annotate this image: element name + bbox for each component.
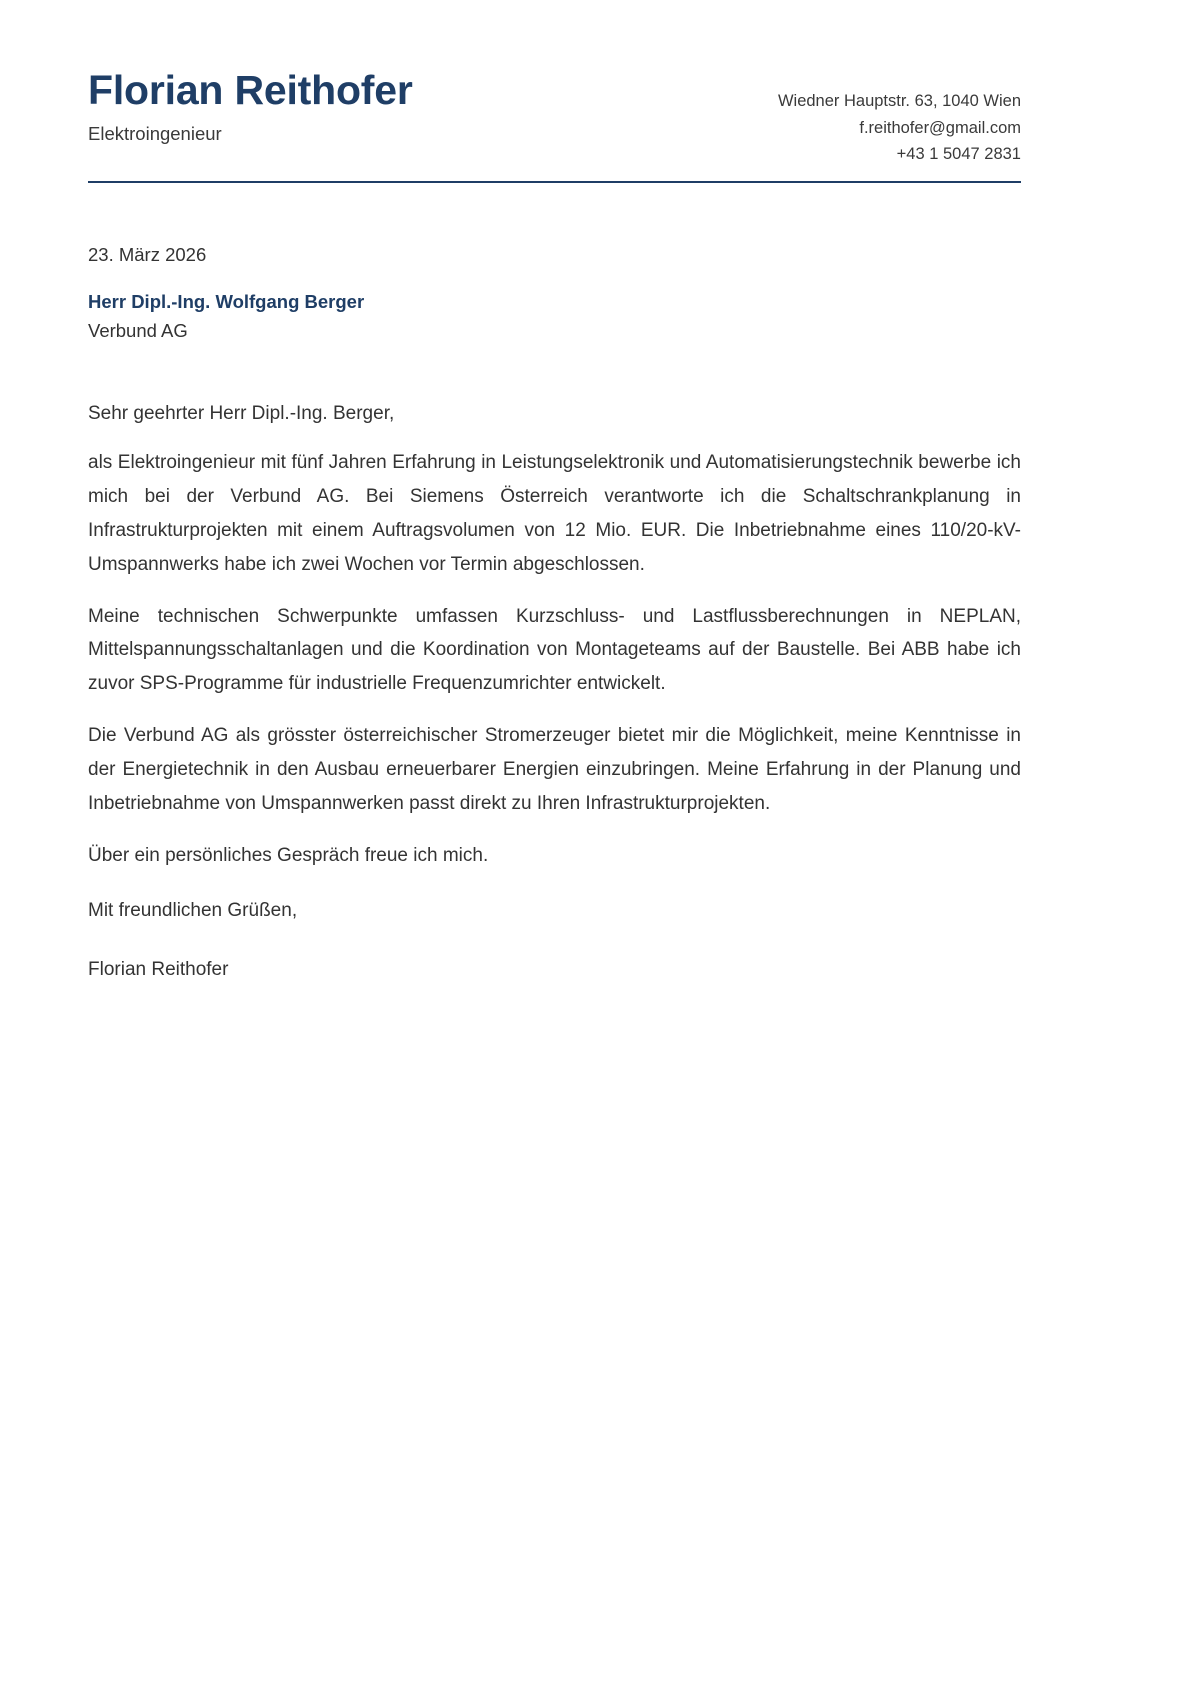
sender-email[interactable]: f.reithofer@gmail.com bbox=[859, 118, 1021, 137]
sender-job-title: Elektroingenieur bbox=[88, 122, 222, 144]
letter-body bbox=[88, 243, 1021, 985]
sender-phone: +43 1 5047 2831 bbox=[896, 145, 1021, 164]
recipient-organization: Verbund AG bbox=[88, 319, 188, 341]
letter-header bbox=[88, 66, 1021, 168]
salutation: Sehr geehrter Herr Dipl.-Ing. Berger, bbox=[88, 402, 395, 424]
sender-address: Wiedner Hauptstr. 63, 1040 Wien bbox=[777, 92, 1021, 110]
letter-paragraph: Meine technischen Schwerpunkte umfassen Kurzschluss- und Lastflussberechnungen in NEPLAN, Mittelspannungsschaltanlagen und die Koordination von Montageteams auf der Baustelle. Bei ABB habe ich zuvor SPS-Programme für industrielle Frequenzumrichter entwickelt. bbox=[88, 605, 1021, 695]
sender-identity bbox=[88, 66, 413, 146]
sender-name: Florian Reithofer bbox=[88, 67, 413, 113]
sender-contact-block bbox=[778, 66, 1021, 168]
letter-paragraph: Über ein persönliches Gespräch freue ich mich. bbox=[88, 844, 489, 866]
header-divider bbox=[88, 181, 1021, 183]
letter-date: 23. März 2026 bbox=[88, 244, 207, 265]
letter-signature: Florian Reithofer bbox=[88, 958, 229, 980]
recipient-name: Herr Dipl.-Ing. Wolfgang Berger bbox=[88, 290, 365, 312]
letter-closing: Mit freundlichen Grüßen, bbox=[88, 900, 298, 922]
letter-paragraph: Die Verbund AG als grösster österreichischer Stromerzeuger bietet mir die Möglichkeit, meine Kenntnisse in der Energietechnik in den Ausbau erneuerbarer Energien einzubringen. Meine Erfahrung in der Planung und Inbetriebnahme von Umspannwerken passt direkt zu Ihren Infrastrukturprojekten. bbox=[88, 725, 1021, 814]
letter-paragraph: als Elektroingenieur mit fünf Jahren Erfahrung in Leistungselektronik und Automatisierungstechnik bewerbe ich mich bei der Verbund AG. Bei Siemens Österreich verantworte ich die Schaltschrankplanung in Infrastrukturprojekten mit einem Auftragsvolumen von 12 Mio. EUR. Die Inbetriebnahme eines 110/20-kV-Umspannwerks habe ich zwei Wochen vor Termin abgeschlossen. bbox=[88, 452, 1021, 575]
